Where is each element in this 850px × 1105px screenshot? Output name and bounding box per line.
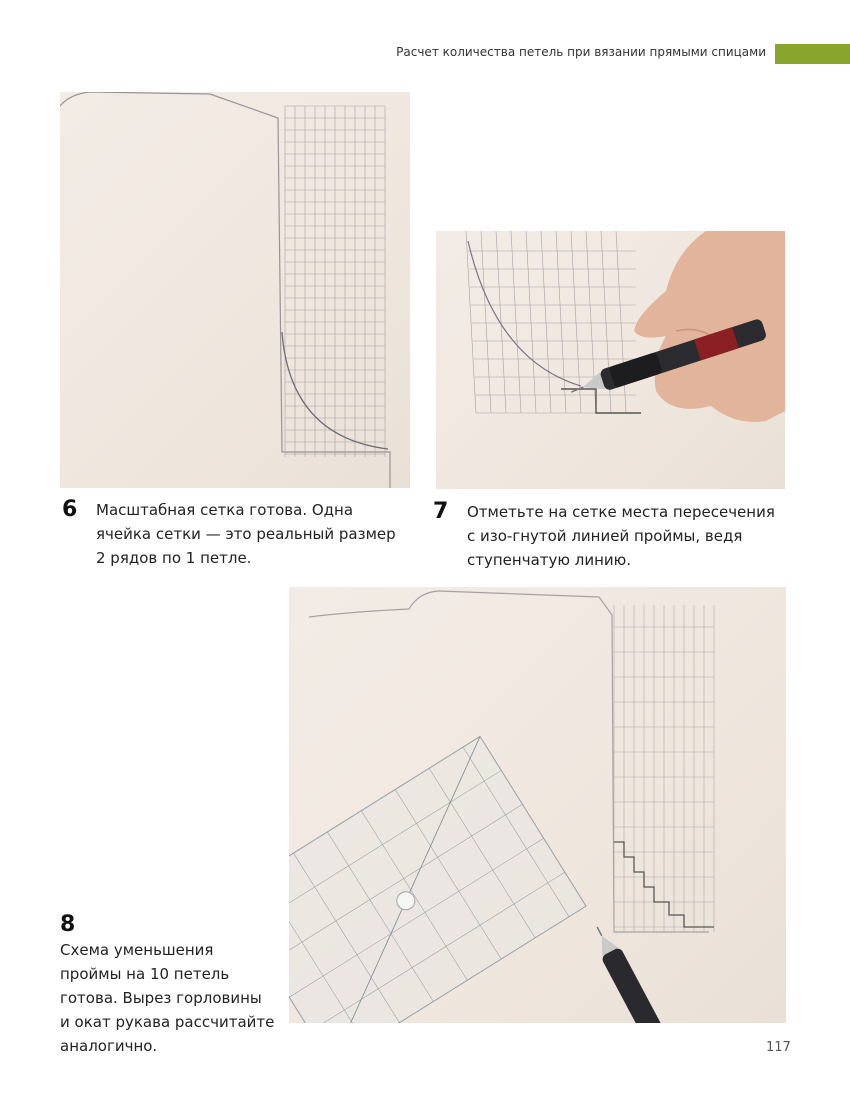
step-6-number: 6: [62, 497, 78, 522]
photo-step-8: [289, 587, 786, 1023]
photo-step-6: [60, 92, 410, 488]
step-8-text: Схема уменьшения проймы на 10 петель готова. Вырез горловины и окат рукава рассчитайте аналогично.: [60, 941, 275, 1055]
step-6-text: Масштабная сетка готова. Одна ячейка сетки — это реальный размер 2 рядов по 1 петле.: [96, 501, 396, 567]
running-header: Расчет количества петель при вязании прямыми спицами: [396, 45, 766, 59]
page-number: 117: [766, 1040, 791, 1055]
photo-step-7: [436, 231, 785, 489]
header-accent-bar: [775, 44, 850, 64]
step-7-number: 7: [433, 499, 449, 524]
step-8-number: 8: [60, 912, 76, 937]
step-7-text: Отметьте на сетке места пересечения с изо-гнутой линией проймы, ведя ступенчатую линию.: [467, 503, 775, 569]
